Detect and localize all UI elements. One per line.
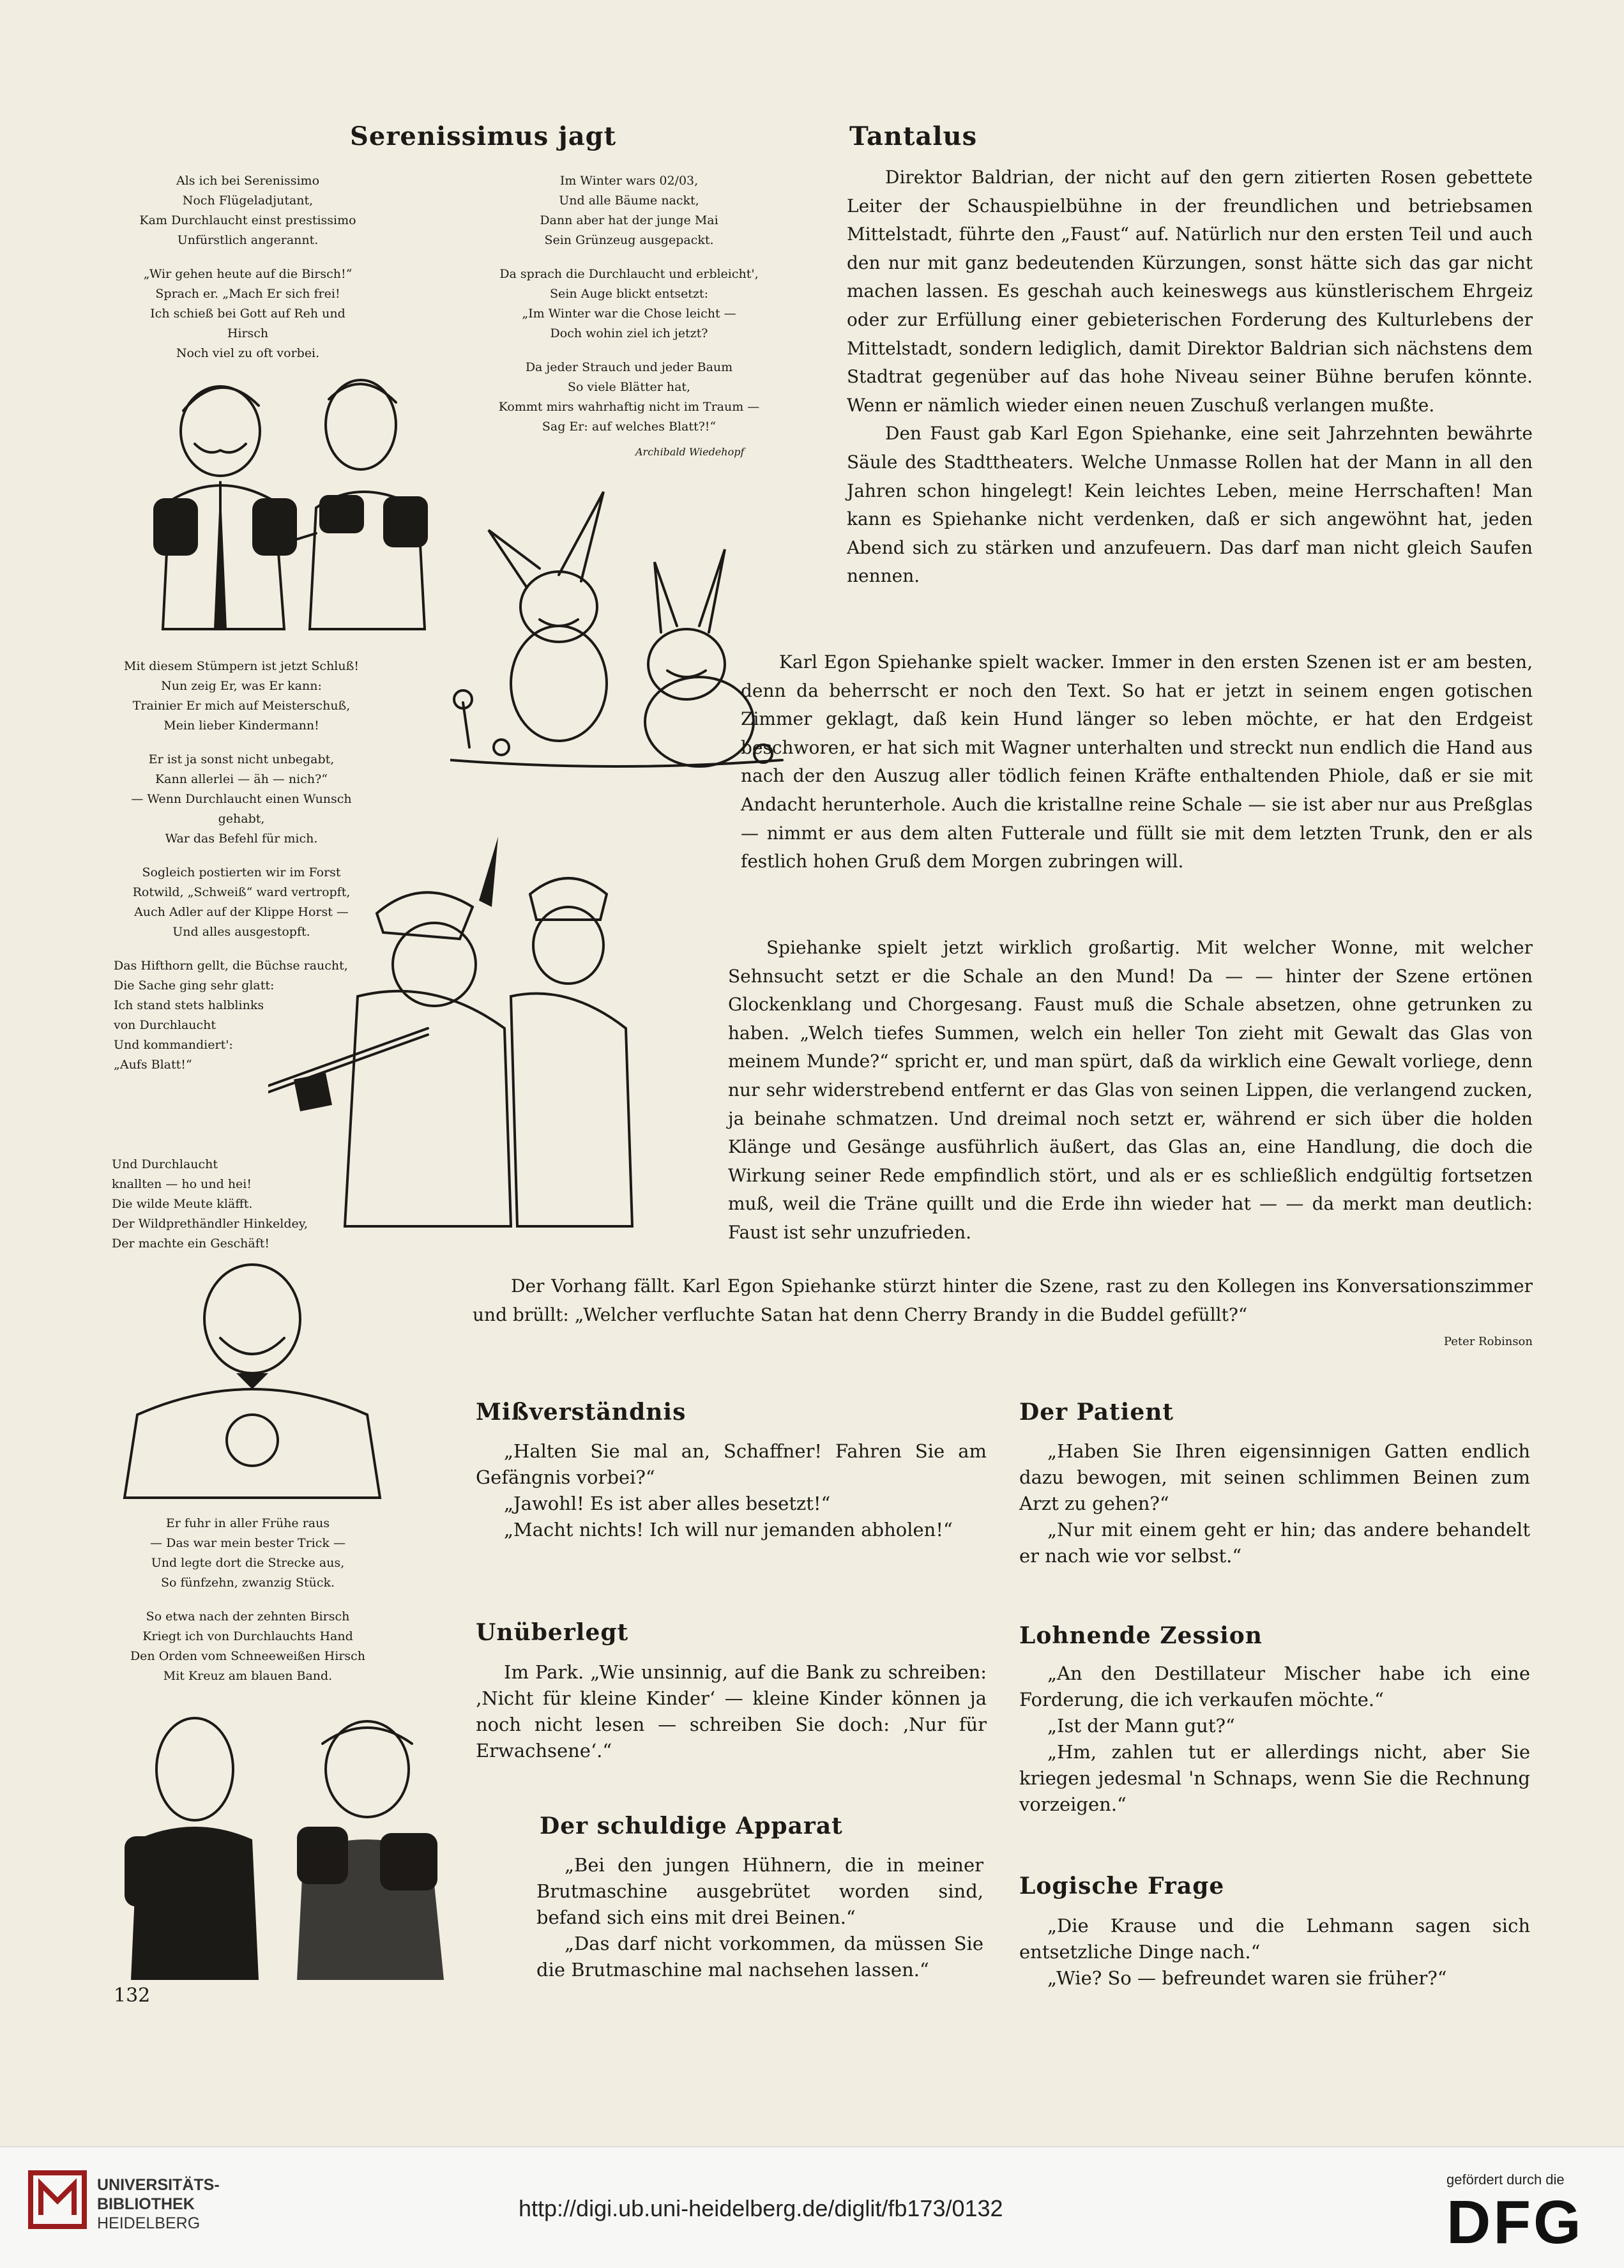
joke-paragraph: Im Park. „Wie unsinnig, auf die Bank zu schreiben: ‚Nicht für kleine Kinder‘ — kleine Kinder können ja noch nicht lesen — schreiben Sie doch: ‚Nur für Erwachsene‘.“ [476,1661,987,1762]
laughing-man-illustration [112,1261,393,1504]
joke-paragraph: „Nur mit einem geht er hin; das andere behandelt er nach wie vor selbst.“ [1019,1519,1530,1567]
joke-paragraph: „Jawohl! Es ist aber alles besetzt!“ [504,1493,831,1514]
poem-line: So fünfzehn, zwanzig Stück. [160,1576,335,1590]
tantalus-paragraph: Karl Egon Spiehanke spielt wacker. Immer in den ersten Szenen ist er am besten, denn da beherrscht er noch den Text. So hat er jetzt in seinem engen gotischen Zimmer geklagt, daß kein Hund länger so leben möchte, er hat den Erdgeist beschworen, er hat sich mit Wagner unterhalten und streckt nun endlich die Hand aus nach der den Auszug aller tödlich feinen Kräfte enthaltenden Phiole, daß er sie mit Andacht herunterhole. Auch die kristallne reine Schale — sie ist aber nur aus Preßglas — nimmt er aus dem alten Futterale und füllt sie mit dem letzten Trunk, den er als festlich hohen Gruß dem Morgen zubringen will. [741,651,1533,872]
poem-line: Noch Flügeladjutant, [182,194,314,208]
source-url-link[interactable]: http://digi.ub.uni-heidelberg.de/diglit/fb173/0132 [519,2195,1003,2221]
poem-line: Kann allerlei — äh — nich?“ [155,772,328,786]
poem-line: Die Sache ging sehr glatt: [114,978,275,993]
poem-line: „Im Winter war die Chose leicht — [522,307,736,321]
library-name: UNIVERSITÄTS- BIBLIOTHEK HEIDELBERG [97,2176,220,2232]
page-number: 132 [114,1984,151,2007]
tantalus-paragraph: Der Vorhang fällt. Karl Egon Spiehanke stürzt hinter die Szene, rast zu den Kollegen ins Konversationszimmer und brüllt: „Welcher verfluchte Satan hat denn Cherry Brandy in die Buddel gefüllt?“ [473,1275,1533,1325]
poem-line: Und alle Bäume nackt, [559,194,699,208]
poem-line: — Wenn Durchlaucht einen Wunsch gehabt, [131,792,352,826]
poem-line: Dann aber hat der junge Mai [540,213,718,227]
rabbits-illustration [450,479,789,779]
poem-line: Den Orden vom Schneeweißen Hirsch [130,1649,366,1663]
poem-column-lower [112,1155,380,1254]
poem-line: Sein Grünzeug ausgepackt. [544,233,714,247]
dfg-logo: DFG [1446,2188,1584,2257]
poem-line: knallten — ho und hei! [112,1177,252,1191]
poem-stanza [114,1514,382,1593]
footer-bar [0,2146,1624,2268]
poem-line: Da jeder Strauch und jeder Baum [525,360,733,374]
poem-line: Sprach er. „Mach Er sich frei! [155,287,340,301]
poem-line: So etwa nach der zehnten Birsch [146,1610,350,1624]
poem-line: Mein lieber Kindermann! [163,719,319,733]
poem-line: Als ich bei Serenissimo [176,174,320,188]
poem-line: Und Durchlaucht [112,1157,218,1171]
poem-column-bottom [114,1514,382,1686]
poem-line: Auch Adler auf der Klippe Horst — [134,905,349,919]
poem-column-right [492,171,766,437]
tantalus-text-middle [741,648,1533,876]
poem-line: Und alles ausgestopft. [172,925,310,939]
patient-title: Der Patient [1019,1399,1174,1426]
joke-paragraph: „Macht nichts! Ich will nur jemanden abholen!“ [504,1519,953,1541]
poem-line: Unfürstlich angerannt. [177,233,319,247]
poem-line: Sogleich postierten wir im Forst [142,865,341,879]
tantalus-paragraph: Den Faust gab Karl Egon Spiehanke, eine seit Jahrzehnten bewährte Säule des Stadttheaters. Welche Unmasse Rollen hat der Mann in all den Jahren schon hingelegt! Kein leichtes Leben, meine Herrschaften! Man kann es Spiehanke nicht verdenken, daß er sich angewöhnt hat, jeden Abend sich zu stärken und anzufeuern. Das darf man nicht gleich Saufen nennen. [847,423,1533,587]
poem-line: Kam Durchlaucht einst prestissimo [139,213,356,227]
poem-line: — Das war mein bester Trick — [150,1536,345,1550]
joke-paragraph: „Die Krause und die Lehmann sagen sich entsetzliche Dinge nach.“ [1019,1915,1530,1963]
funded-by-label: gefördert durch die [1446,2172,1565,2188]
frage-text [1019,1913,1530,1991]
poem-stanza [114,750,369,849]
poem-stanza [114,657,369,736]
joke-paragraph: „Bei den jungen Hühnern, die in meiner Brutmaschine ausgebrütet worden sind, befand sich eins mit drei Beinen.“ [536,1854,983,1928]
poem-line: Kriegt ich von Durchlauchts Hand [142,1629,353,1643]
poem-line: Kommt mirs wahrhaftig nicht im Traum — [498,400,760,414]
zession-title: Lohnende Zession [1019,1622,1263,1649]
joke-paragraph: „Ist der Mann gut?“ [1047,1715,1235,1737]
tantalus-text-lower [728,934,1533,1247]
joke-paragraph: „Wie? So — befreundet waren sie früher?“ [1047,1967,1447,1989]
poem-line: Er fuhr in aller Frühe raus [165,1516,330,1530]
poem-title: Serenissimus jagt [350,121,617,151]
poem-stanza [492,264,766,344]
poem-stanza [492,358,766,437]
poem-line: „Aufs Blatt!“ [114,1058,192,1072]
officers-bottom-illustration [112,1699,469,1980]
joke-paragraph: „Hm, zahlen tut er allerdings nicht, aber Sie kriegen jedesmal 'n Schnaps, wenn Sie die Rechnung vorzeigen.“ [1019,1741,1530,1815]
joke-paragraph: „Halten Sie mal an, Schaffner! Fahren Sie am Gefängnis vorbei?“ [476,1440,987,1488]
tantalus-text-end [473,1272,1533,1329]
poem-line: Da sprach die Durchlaucht und erbleicht', [499,267,759,281]
officers-illustration [125,354,450,635]
patient-text [1019,1438,1530,1569]
poem-stanza [114,1607,382,1686]
apparat-title: Der schuldige Apparat [540,1813,843,1839]
poem-stanza [139,171,356,250]
poem-line: Der machte ein Geschäft! [112,1237,270,1251]
poem-line: Trainier Er mich auf Meisterschuß, [132,699,351,713]
poem-line: Rotwild, „Schweiß“ ward vertropft, [132,885,351,899]
zession-text [1019,1661,1530,1818]
apparat-text [536,1852,983,1983]
poem-line: Er ist ja sonst nicht unbegabt, [148,752,335,766]
joke-paragraph: „An den Destillateur Mischer habe ich eine Forderung, die ich verkaufen möchte.“ [1019,1663,1530,1710]
poem-line: Sein Auge blickt entsetzt: [550,287,708,301]
library-logo-icon [27,2169,88,2230]
poem-line: So viele Blätter hat, [567,380,691,394]
poem-line: Noch viel zu oft vorbei. [176,346,320,360]
missverstaendnis-title: Mißverständnis [476,1399,687,1426]
poem-line: Mit diesem Stümpern ist jetzt Schluß! [124,659,359,673]
poem-line: Der Wildprethändler Hinkeldey, [112,1217,308,1231]
joke-paragraph: „Das darf nicht vorkommen, da müssen Sie die Brutmaschine mal nachsehen lassen.“ [536,1933,983,1981]
poem-line: Nun zeig Er, was Er kann: [161,679,322,693]
tantalus-author: Peter Robinson [1443,1335,1533,1348]
poem-line: Und kommandiert': [114,1038,233,1052]
poem-line: Die wilde Meute kläfft. [112,1197,253,1211]
poem-line: Im Winter wars 02/03, [559,174,699,188]
poem-line: Mit Kreuz am blauen Band. [163,1669,333,1683]
poem-line: Und legte dort die Strecke aus, [151,1556,345,1570]
poem-line: War das Befehl für mich. [165,832,318,846]
frage-title: Logische Frage [1019,1873,1225,1899]
poem-line: „Wir gehen heute auf die Birsch!“ [143,267,353,281]
tantalus-text-upper [847,164,1533,591]
poem-line: Ich stand stets halblinks [114,998,264,1012]
missverstaendnis-text [476,1438,987,1543]
poem-author: Archibald Wiedehopf [635,446,745,458]
poem-line: von Durchlaucht [114,1018,216,1032]
poem-line: Ich schieß bei Gott auf Reh und Hirsch [150,307,345,340]
tantalus-title: Tantalus [849,121,978,151]
poem-line: Das Hifthorn gellt, die Büchse raucht, [114,959,348,973]
unueberlegt-title: Unüberlegt [476,1619,629,1646]
poem-stanza [112,1155,380,1254]
tantalus-paragraph: Spiehanke spielt jetzt wirklich großartig. Mit welcher Wonne, mit welcher Sehnsucht setzt er die Schale an den Mund! Da — — hinter der Szene ertönen Glockenklang und Chorgesang. Faust muß die Schale absetzen, ohne getrunken zu haben. „Welch tiefes Summen, welch ein heller Ton zieht mit Gewalt das Glas von meinem Munde?“ spricht er, und man spürt, daß da wirklich eine Gewalt vorliege, denn nur sehr widerstrebend entfernt er das Glas von seinen Lippen, die verlangend zucken, ja beinahe schmatzen. Und dreimal noch setzt er, während er sich über die holden Klänge und Gesänge ausführlich äußert, das Glas an, eine Handlung, die doch die Wirkung seiner Rede empfindlich stört, und als er es schließlich endgültig fortsetzen muß, weil die Träne quillt und die Erde ihn wieder hat — — da merkt man deutlich: Faust ist sehr unzufrieden. [728,937,1533,1243]
tantalus-paragraph: Direktor Baldrian, der nicht auf den gern zitierten Rosen gebettete Leiter der Schauspielbühne in der freundlichen und betriebsamen Mittelstadt, führte den „Faust“ auf. Natürlich nur den ersten Teil und auch den nur mit ganz bedeutenden Kürzungen, sonst hätte sich das gar nicht machen lassen. Es geschah auch keineswegs aus künstlerischem Ehrgeiz oder zur Erfüllung einer gebieterischen Forderung des Kulturlebens der Mittelstadt, sondern lediglich, damit Direktor Baldrian sich nächstens dem Stadtrat gegenüber auf das hohe Niveau seiner Bühne berufen könnte. Wenn er nämlich wieder einen neuen Zuschuß verlangen mußte. [847,167,1533,416]
poem-stanza [139,264,356,363]
poem-column-left [139,171,356,363]
joke-paragraph: „Haben Sie Ihren eigensinnigen Gatten endlich dazu bewogen, mit seinen schlimmen Beinen zum Arzt zu gehen?“ [1019,1440,1530,1514]
poem-line: Sag Er: auf welches Blatt?!“ [542,420,717,434]
unueberlegt-text [476,1659,987,1764]
poem-line: Doch wohin ziel ich jetzt? [550,326,708,340]
poem-stanza [492,171,766,250]
